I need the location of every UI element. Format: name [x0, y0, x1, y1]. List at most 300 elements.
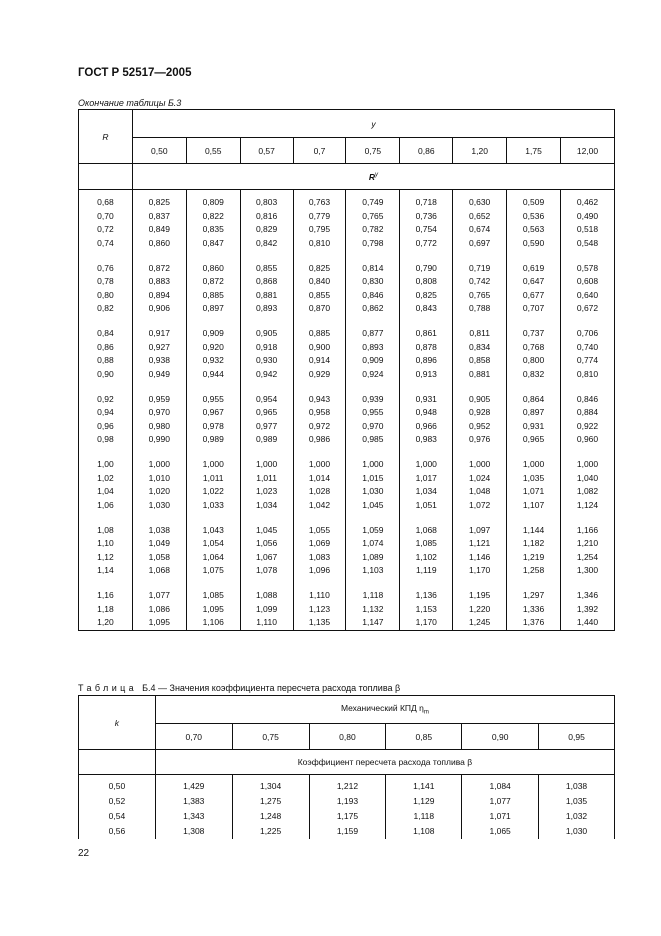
table-value: 1,119	[415, 565, 437, 575]
column-header-row	[79, 138, 615, 164]
table-value: 1,035	[565, 796, 588, 806]
row-group	[507, 196, 560, 250]
row-group	[400, 458, 452, 512]
table-value: 1,147	[362, 617, 384, 627]
row-group	[294, 327, 346, 381]
table-value: 0,640	[576, 289, 599, 300]
table-value: 0,990	[148, 434, 170, 444]
table-value: 0,490	[576, 210, 599, 221]
table-value: 1,118	[413, 811, 435, 821]
table2-caption	[78, 683, 400, 693]
r-column-cell	[79, 190, 133, 631]
table-value: 0,846	[362, 289, 384, 300]
r-value: 1,16	[97, 590, 114, 600]
table-value: 1,118	[362, 590, 384, 600]
table-value: 1,085	[415, 538, 437, 548]
table-value: 0,697	[469, 237, 491, 248]
table-value: 1,346	[576, 590, 599, 600]
table-value: 0,914	[308, 355, 331, 365]
table-value: 1,175	[336, 811, 359, 821]
table-value: 1,089	[362, 551, 384, 562]
row-group	[400, 524, 452, 578]
column-header: 0,57	[240, 138, 293, 164]
row-group	[507, 327, 560, 381]
table-value: 0,536	[522, 210, 545, 221]
table-value: 0,893	[255, 303, 278, 313]
row-group	[79, 393, 132, 447]
table-value: 1,023	[255, 486, 278, 496]
table-value: 1,028	[308, 486, 331, 496]
row-group	[294, 458, 346, 512]
table-value: 1,010	[148, 472, 170, 483]
table-value: 1,049	[148, 538, 170, 548]
row-group	[294, 589, 346, 630]
k-value: 0,54	[108, 811, 126, 821]
row-group	[507, 524, 560, 578]
table-value: 1,077	[148, 590, 170, 600]
table-value: 1,072	[469, 499, 491, 510]
row-group	[187, 196, 240, 250]
table-value: 1,153	[415, 603, 437, 614]
table-value: 0,922	[576, 420, 599, 431]
table-value: 1,102	[415, 551, 437, 562]
table-value: 0,672	[576, 303, 599, 313]
table-value: 0,832	[522, 368, 545, 379]
table-value: 1,297	[522, 590, 545, 600]
table-value: 0,878	[415, 341, 437, 352]
table-value: 0,849	[148, 224, 170, 234]
table-value: 0,872	[148, 262, 170, 273]
table-value: 1,048	[469, 486, 491, 496]
row-group	[561, 524, 614, 578]
table-value: 0,842	[255, 237, 278, 248]
row-group	[294, 393, 346, 447]
table-value: 1,032	[565, 811, 588, 821]
table-value: 0,939	[362, 393, 384, 404]
table-value: 1,245	[469, 617, 491, 627]
table-value: 1,000	[202, 459, 224, 469]
row-group	[453, 589, 506, 630]
value-column-cell	[400, 190, 453, 631]
table-value: 0,881	[469, 368, 491, 379]
table-value: 1,055	[308, 524, 331, 535]
table2-caption-text: Б.4 — Значения коэффициента пересчета расхода топлива β	[142, 683, 401, 693]
value-column-cell	[186, 190, 240, 631]
table-value: 0,967	[202, 407, 224, 417]
table-value: 0,864	[522, 393, 545, 404]
value-column-cell	[232, 775, 309, 840]
table-value: 1,159	[336, 826, 359, 836]
table-value: 0,800	[522, 355, 545, 365]
table-value: 1,034	[415, 486, 437, 496]
sub-header-coefficient: Коэффициент пересчета расхода топлива β	[155, 750, 614, 775]
table-value: 0,978	[202, 420, 224, 431]
row-group	[241, 327, 293, 381]
table-value: 1,000	[576, 459, 599, 469]
table-value: 1,030	[362, 486, 384, 496]
table-value: 1,022	[202, 486, 224, 496]
table-value: 0,706	[576, 328, 599, 338]
row-group	[561, 196, 614, 250]
table-value: 1,336	[522, 603, 545, 614]
table-value: 1,000	[522, 459, 545, 469]
table-value: 0,782	[362, 224, 384, 234]
table-value: 1,071	[489, 811, 511, 821]
table-value: 1,429	[183, 781, 205, 791]
table-value: 1,020	[148, 486, 170, 496]
table-value: 0,808	[415, 276, 437, 286]
row-group	[187, 393, 240, 447]
value-column-cell	[453, 190, 507, 631]
table-value: 1,075	[202, 565, 224, 575]
column-header: 0,95	[539, 724, 615, 750]
table-value: 1,038	[565, 781, 588, 791]
r-value: 0,94	[97, 407, 114, 417]
table-value: 0,927	[148, 341, 170, 352]
row-group	[507, 262, 560, 316]
table-value: 1,440	[576, 617, 599, 627]
table-value: 0,798	[362, 237, 384, 248]
table-value: 0,965	[255, 407, 278, 417]
table-value: 0,749	[362, 197, 384, 207]
value-column-cell	[155, 775, 232, 840]
table-value: 1,308	[183, 826, 205, 836]
k-value: 0,52	[108, 796, 126, 806]
table-value: 1,132	[362, 603, 384, 614]
table-value: 0,719	[469, 262, 491, 273]
table-value: 1,182	[522, 538, 545, 548]
row-group	[79, 262, 132, 316]
row-group	[133, 196, 186, 250]
table-value: 1,383	[183, 796, 205, 806]
value-column-cell	[346, 190, 400, 631]
table-value: 1,038	[148, 524, 170, 535]
column-header: 0,86	[400, 138, 453, 164]
table-value: 1,064	[202, 551, 224, 562]
value-column-cell	[507, 190, 561, 631]
r-value: 0,90	[97, 368, 114, 379]
r-value: 0,80	[97, 289, 114, 300]
table-value: 0,814	[362, 262, 384, 273]
table-value: 1,136	[415, 590, 437, 600]
r-value: 0,76	[97, 262, 114, 273]
table-value: 0,970	[148, 407, 170, 417]
row-group	[241, 393, 293, 447]
row-group	[561, 327, 614, 381]
row-group	[79, 524, 132, 578]
table-value: 0,913	[415, 368, 437, 379]
r-value: 0,96	[97, 420, 114, 431]
table-value: 0,779	[308, 210, 331, 221]
column-header: 0,70	[155, 724, 232, 750]
table-value: 1,056	[255, 538, 278, 548]
table-value: 0,630	[469, 197, 491, 207]
value-column-cell	[240, 190, 293, 631]
table-value: 0,737	[522, 328, 545, 338]
table-value: 1,106	[202, 617, 224, 627]
table-value: 0,837	[148, 210, 170, 221]
group-header-label: Механический КПД η	[340, 703, 424, 714]
row-group	[187, 524, 240, 578]
table-value: 1,043	[202, 524, 224, 535]
table-value: 0,900	[308, 341, 331, 352]
r-value: 0,72	[97, 224, 114, 234]
table-value: 1,014	[308, 472, 331, 483]
r-value: 0,70	[97, 210, 114, 221]
table-value: 1,082	[576, 486, 599, 496]
r-value: 0,98	[97, 434, 114, 444]
row-group	[507, 393, 560, 447]
table-value: 1,083	[308, 551, 331, 562]
table2-caption-word: Таблица	[78, 683, 138, 693]
k-value: 0,56	[108, 826, 126, 836]
table-value: 1,099	[255, 603, 278, 614]
r-value: 1,06	[97, 499, 114, 510]
row-group	[187, 262, 240, 316]
table-value: 0,955	[202, 393, 224, 404]
column-header: 0,75	[232, 724, 309, 750]
table-value: 0,905	[255, 328, 278, 338]
table-value: 1,069	[308, 538, 331, 548]
table-value: 0,548	[576, 237, 599, 248]
k-column-cell	[79, 775, 156, 840]
table-value: 0,829	[255, 224, 278, 234]
row-group	[346, 589, 399, 630]
table-value: 0,944	[202, 368, 224, 379]
row-group	[561, 262, 614, 316]
table-value: 1,024	[469, 472, 491, 483]
table-value: 0,855	[255, 262, 278, 273]
row-group	[187, 327, 240, 381]
row-header-k: k	[79, 696, 156, 750]
table-value: 1,088	[255, 590, 278, 600]
table-value: 0,909	[362, 355, 384, 365]
row-group	[346, 393, 399, 447]
table-value: 1,045	[362, 499, 384, 510]
table-value: 1,095	[202, 603, 224, 614]
table-value: 0,563	[522, 224, 545, 234]
row-group	[241, 262, 293, 316]
table-value: 0,894	[148, 289, 170, 300]
table-value: 0,970	[362, 420, 384, 431]
r-value: 1,14	[97, 565, 114, 575]
table-value: 1,210	[576, 538, 599, 548]
table-value: 0,918	[255, 341, 278, 352]
table-value: 0,989	[255, 434, 278, 444]
table-value: 0,803	[255, 197, 278, 207]
row-group	[241, 524, 293, 578]
row-group	[133, 524, 186, 578]
table-value: 1,011	[256, 472, 277, 483]
table-value: 0,846	[576, 393, 599, 404]
sub-header-empty	[79, 164, 133, 190]
table-value: 0,952	[469, 420, 491, 431]
table-value: 0,677	[522, 289, 545, 300]
table-value: 0,917	[148, 328, 170, 338]
row-group	[561, 589, 614, 630]
table-value: 1,170	[415, 617, 437, 627]
table-value: 0,816	[255, 210, 278, 221]
table-value: 0,707	[522, 303, 545, 313]
row-group	[241, 196, 293, 250]
table-value: 0,855	[308, 289, 331, 300]
table-value: 1,040	[576, 472, 599, 483]
column-header: 0,50	[132, 138, 186, 164]
sub-header-empty	[79, 750, 156, 775]
column-header: 12,00	[561, 138, 615, 164]
table-value: 0,860	[202, 262, 224, 273]
table-value: 0,942	[255, 368, 278, 379]
table-value: 1,193	[336, 796, 359, 806]
r-value: 1,18	[97, 603, 114, 614]
row-group	[346, 458, 399, 512]
table-value: 1,000	[308, 459, 331, 469]
table-value: 1,084	[489, 781, 511, 791]
table-value: 0,931	[522, 420, 545, 431]
table-value: 0,718	[415, 197, 437, 207]
r-value: 1,20	[97, 617, 114, 627]
table-value: 0,840	[308, 276, 331, 286]
table-value: 0,954	[255, 393, 278, 404]
table-value: 1,219	[522, 551, 545, 562]
table-value: 0,909	[202, 328, 224, 338]
table-value: 0,810	[576, 368, 599, 379]
table-value: 0,509	[522, 197, 545, 207]
row-group	[453, 327, 506, 381]
table-value: 1,392	[576, 603, 599, 614]
table-value: 0,920	[202, 341, 224, 352]
table-value: 1,017	[415, 472, 437, 483]
table-value: 0,897	[202, 303, 224, 313]
table-value: 1,068	[415, 524, 437, 535]
table-value: 1,107	[522, 499, 545, 510]
table-value: 1,212	[336, 781, 359, 791]
row-group	[187, 589, 240, 630]
sub-header-exponent: y	[375, 171, 378, 178]
table-value: 0,619	[522, 262, 545, 273]
row-group	[133, 458, 186, 512]
table-value: 0,930	[255, 355, 278, 365]
table-value: 1,220	[469, 603, 491, 614]
row-group	[241, 589, 293, 630]
table-value: 0,774	[576, 355, 599, 365]
table-value: 1,170	[469, 565, 491, 575]
row-group	[400, 196, 452, 250]
table-value: 0,943	[308, 393, 331, 404]
row-group	[187, 458, 240, 512]
table-value: 0,885	[308, 328, 331, 338]
table-value: 0,788	[469, 303, 491, 313]
table-value: 0,822	[202, 210, 224, 221]
value-column-cell	[132, 190, 186, 631]
column-header: 1,75	[507, 138, 561, 164]
row-group	[453, 262, 506, 316]
table-value: 0,518	[576, 224, 599, 234]
table-value: 1,108	[413, 826, 435, 836]
table-value: 0,858	[469, 355, 491, 365]
row-group	[507, 589, 560, 630]
table-value: 1,030	[565, 826, 588, 836]
value-column-cell	[386, 775, 462, 840]
row-group	[346, 327, 399, 381]
table-value: 1,166	[576, 524, 599, 535]
row-header-r: R	[79, 110, 133, 164]
column-header: 0,85	[386, 724, 462, 750]
row-group	[507, 458, 560, 512]
table-value: 1,258	[522, 565, 545, 575]
document-header: ГОСТ Р 52517—2005	[78, 67, 192, 79]
table-value: 0,896	[415, 355, 437, 365]
table-value: 1,086	[148, 603, 170, 614]
r-value: 0,74	[97, 237, 114, 248]
column-header-row	[79, 724, 615, 750]
row-group	[400, 262, 452, 316]
table-value: 0,825	[415, 289, 437, 300]
table-value: 0,860	[148, 237, 170, 248]
group-header-efficiency	[155, 696, 614, 724]
table-value: 1,248	[259, 811, 282, 821]
table-value: 1,067	[255, 551, 278, 562]
table-value: 0,652	[469, 210, 491, 221]
sub-header-label: R	[368, 171, 375, 182]
table-value: 1,096	[308, 565, 331, 575]
r-value: 1,08	[97, 524, 114, 535]
table-value: 1,124	[576, 499, 599, 510]
table1-caption: Окончание таблицы Б.3	[78, 98, 182, 108]
table-value: 0,928	[469, 407, 491, 417]
table-b3	[78, 109, 615, 631]
table-value: 1,011	[202, 472, 224, 483]
row-group	[400, 327, 452, 381]
row-group	[294, 262, 346, 316]
row-group	[453, 458, 506, 512]
table-value: 1,085	[202, 590, 224, 600]
table-value: 0,790	[415, 262, 437, 273]
table1-data-row	[79, 190, 615, 631]
table-value: 0,847	[202, 237, 224, 248]
table-value: 0,924	[362, 368, 384, 379]
table-value: 1,065	[489, 826, 511, 836]
table-value: 0,835	[202, 224, 224, 234]
table-value: 1,068	[148, 565, 170, 575]
table-value: 0,931	[415, 393, 437, 404]
table-value: 1,121	[469, 538, 491, 548]
row-group	[346, 262, 399, 316]
table-value: 1,146	[469, 551, 491, 562]
table-value: 0,972	[308, 420, 331, 431]
r-value: 0,88	[97, 355, 114, 365]
r-value: 1,00	[97, 459, 114, 469]
r-value: 1,12	[97, 551, 114, 562]
row-group	[241, 458, 293, 512]
table-value: 1,033	[202, 499, 224, 510]
table-value: 1,123	[308, 603, 331, 614]
row-group	[133, 262, 186, 316]
table-value: 1,000	[148, 459, 170, 469]
table-value: 1,254	[576, 551, 599, 562]
table-value: 0,830	[362, 276, 384, 286]
table-value: 0,765	[469, 289, 491, 300]
table-value: 0,763	[308, 197, 331, 207]
row-group	[561, 393, 614, 447]
value-column-cell	[293, 190, 346, 631]
row-group	[133, 327, 186, 381]
table-value: 1,097	[469, 524, 491, 535]
row-group	[400, 393, 452, 447]
table-value: 1,129	[413, 796, 435, 806]
row-group	[561, 458, 614, 512]
table-value: 1,045	[255, 524, 278, 535]
